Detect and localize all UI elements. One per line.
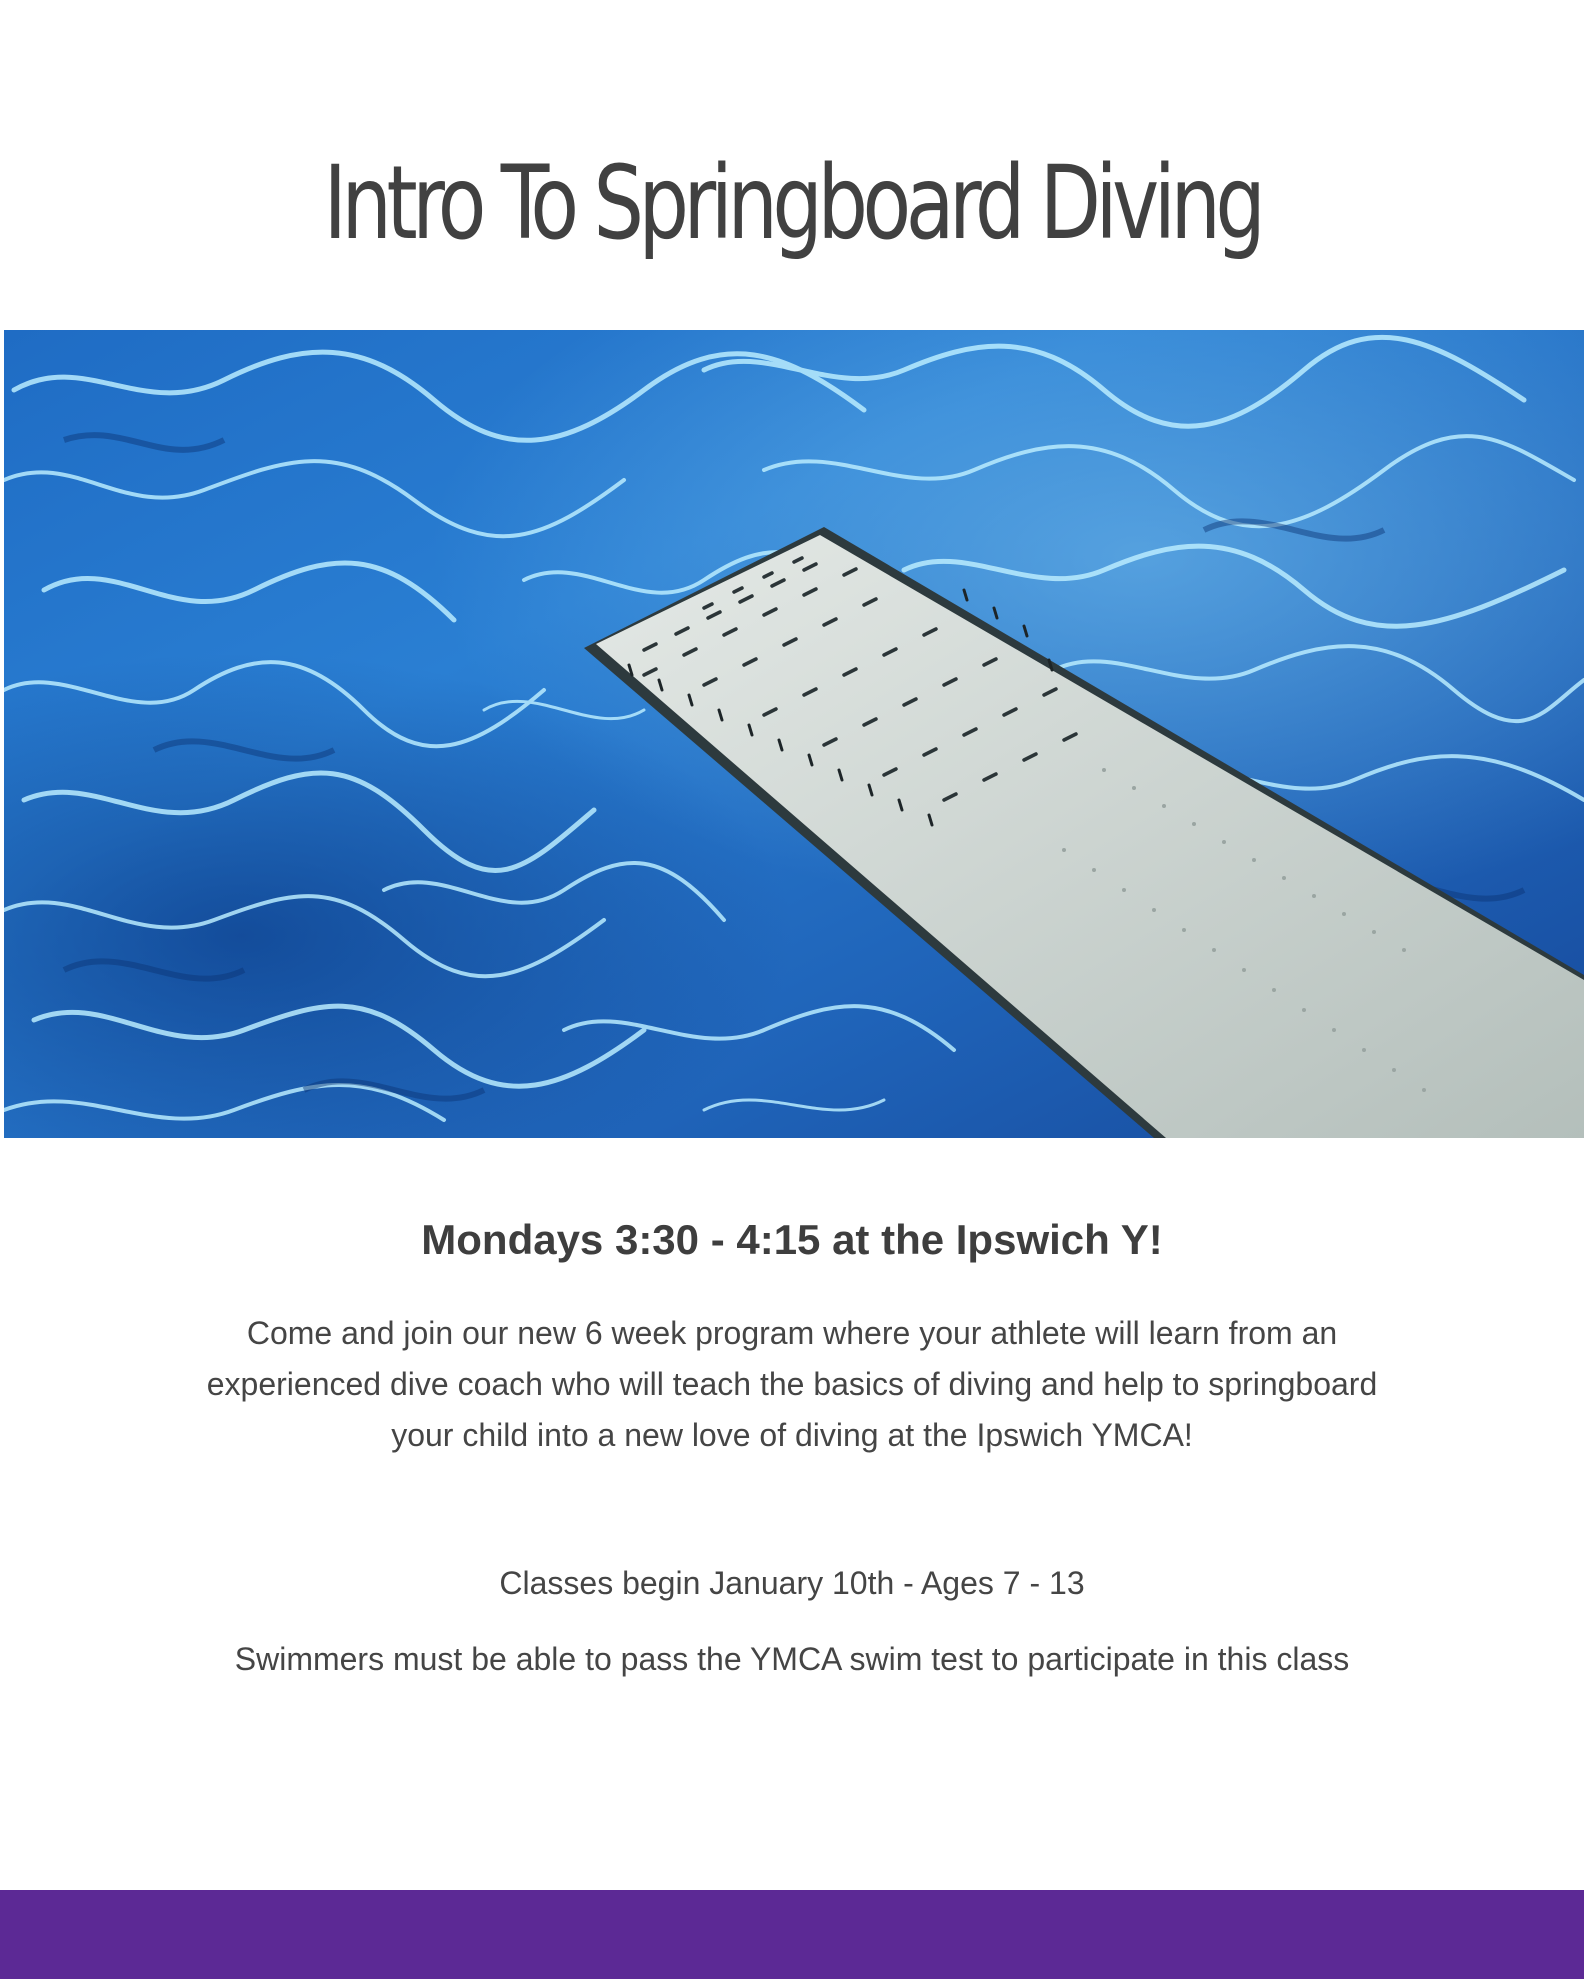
page-title: Intro To Springboard Diving — [323, 144, 1261, 263]
swim-test-requirement: Swimmers must be able to pass the YMCA swim test to participate in this class — [234, 1641, 1350, 1677]
classes-start-info: Classes begin January 10th - Ages 7 - 13 — [499, 1565, 1085, 1601]
pool-water-illustration — [4, 330, 1584, 1138]
program-description: Come and join our new 6 week program where your athlete will learn from an experienced dive coach who will teach the basics of diving and help to springboard your child into a new love of diving at the Ipswich YMCA! — [206, 1315, 1378, 1453]
diving-board-photo — [4, 330, 1584, 1138]
schedule-headline: Mondays 3:30 - 4:15 at the Ipswich Y! — [421, 1216, 1163, 1263]
footer-bar — [0, 1890, 1584, 1979]
